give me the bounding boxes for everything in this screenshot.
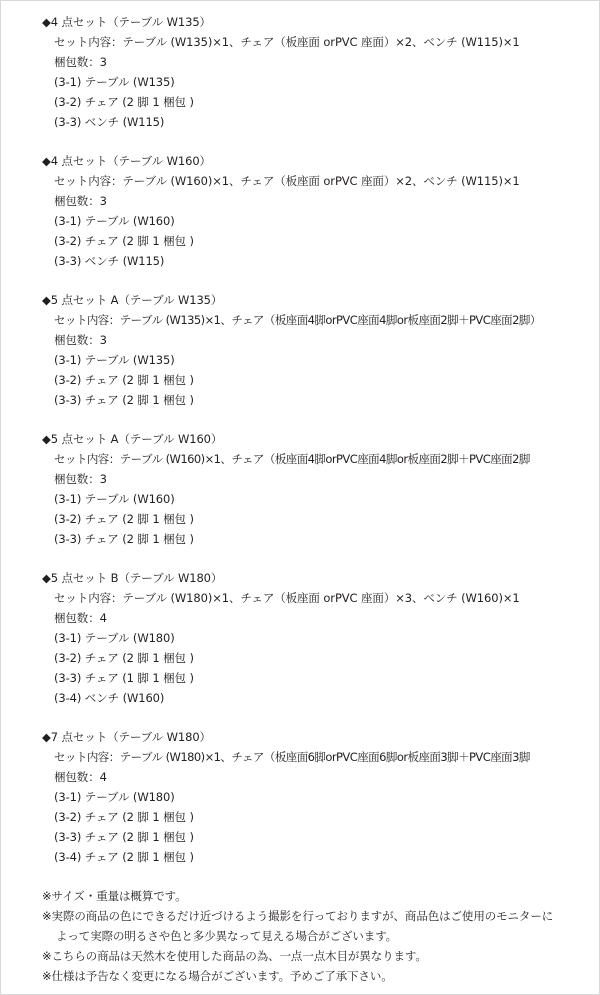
- package-item: (3-4) ベンチ (W160): [54, 691, 165, 705]
- set-heading: ◆5 点セット B（テーブル W180）: [42, 571, 223, 585]
- package-item: (3-3) チェア (2 脚 1 梱包 ): [54, 830, 194, 844]
- package-item: (3-2) チェア (2 脚 1 梱包 ): [54, 810, 194, 824]
- package-item: (3-2) チェア (2 脚 1 梱包 ): [54, 95, 194, 109]
- package-item: (3-1) テーブル (W160): [54, 492, 175, 506]
- package-item: (3-2) チェア (2 脚 1 梱包 ): [54, 234, 194, 248]
- package-count: 梱包数：3: [54, 472, 107, 486]
- set-contents: セット内容：テーブル (W135)×1、チェア（板座面 orPVC 座面）×2、ベンチ (W115)×1: [54, 35, 520, 49]
- set-contents: セット内容：テーブル (W180)×1、チェア（板座面6脚orPVC座面6脚or板座面3脚＋PVC座面3脚: [54, 750, 530, 764]
- set-heading: ◆7 点セット（テーブル W180）: [42, 730, 211, 744]
- package-item: (3-2) チェア (2 脚 1 梱包 ): [54, 512, 194, 526]
- note-spec-change: ※仕様は予告なく変更になる場合がございます。予めご了承下さい。: [42, 969, 393, 983]
- package-item: (3-1) テーブル (W160): [54, 214, 175, 228]
- package-item: (3-3) チェア (2 脚 1 梱包 ): [54, 393, 194, 407]
- package-item: (3-3) チェア (1 脚 1 梱包 ): [54, 671, 194, 685]
- package-item: (3-3) ベンチ (W115): [54, 115, 165, 129]
- set-heading: ◆4 点セット（テーブル W135）: [42, 15, 211, 29]
- package-count: 梱包数：3: [54, 333, 107, 347]
- package-item: (3-1) テーブル (W180): [54, 790, 175, 804]
- package-item: (3-2) チェア (2 脚 1 梱包 ): [54, 373, 194, 387]
- package-count: 梱包数：4: [54, 611, 107, 625]
- set-contents: セット内容：テーブル (W180)×1、チェア（板座面 orPVC 座面）×3、ベンチ (W160)×1: [54, 591, 520, 605]
- package-count: 梱包数：3: [54, 55, 107, 69]
- set-heading: ◆4 点セット（テーブル W160）: [42, 154, 211, 168]
- set-heading: ◆5 点セット A（テーブル W160）: [42, 432, 223, 446]
- note-size-weight: ※サイズ・重量は概算です。: [42, 889, 187, 903]
- package-item: (3-4) チェア (2 脚 1 梱包 ): [54, 850, 194, 864]
- set-contents: セット内容：テーブル (W160)×1、チェア（板座面4脚orPVC座面4脚or板座面2脚＋PVC座面2脚: [54, 452, 530, 466]
- package-count: 梱包数：3: [54, 194, 107, 208]
- set-heading: ◆5 点セット A（テーブル W135）: [42, 293, 223, 307]
- package-item: (3-2) チェア (2 脚 1 梱包 ): [54, 651, 194, 665]
- note-color: ※実際の商品の色にできるだけ近づけるよう撮影を行っておりますが、商品色はご使用のモニターに: [42, 909, 554, 923]
- note-color-continued: よって実際の明るさや色と多少異なって見える場合がございます。: [56, 929, 398, 943]
- set-contents: セット内容：テーブル (W135)×1、チェア（板座面4脚orPVC座面4脚or板座面2脚＋PVC座面2脚）: [54, 313, 541, 327]
- package-count: 梱包数：4: [54, 770, 107, 784]
- note-natural-wood: ※こちらの商品は天然木を使用した商品の為、一点一点木目が異なります。: [42, 949, 427, 963]
- package-item: (3-1) テーブル (W135): [54, 353, 175, 367]
- package-item: (3-1) テーブル (W135): [54, 75, 175, 89]
- set-contents: セット内容：テーブル (W160)×1、チェア（板座面 orPVC 座面）×2、ベンチ (W115)×1: [54, 174, 520, 188]
- package-item: (3-3) ベンチ (W115): [54, 254, 165, 268]
- package-item: (3-3) チェア (2 脚 1 梱包 ): [54, 532, 194, 546]
- package-item: (3-1) テーブル (W180): [54, 631, 175, 645]
